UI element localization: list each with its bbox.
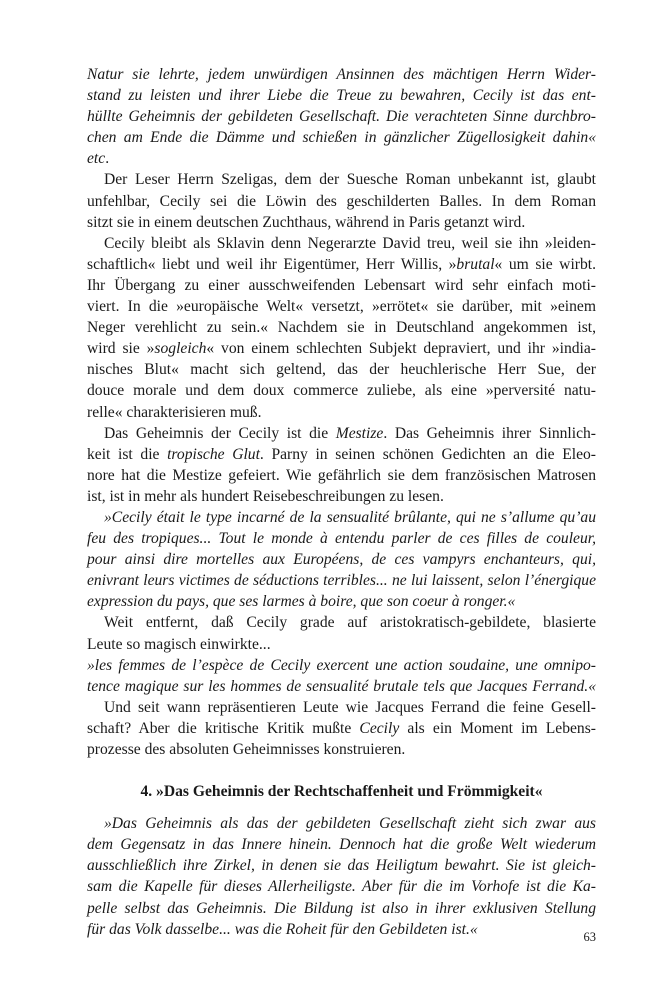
text-line: Natur sie lehrte, jedem unwürdigen Ansinnen des mächtigen Herrn Wider- bbox=[87, 66, 596, 83]
text-line: douce morale und dem doux commerce zuliebe, als eine »perversité natu- bbox=[87, 382, 596, 400]
text-line: relle« charakterisieren muß. bbox=[87, 403, 262, 421]
text-line: hüllte Geheimnis der gebildeten Gesellschaft. Die verachteten Sinne durchbro- bbox=[87, 108, 596, 126]
text-line: keit ist die tropische Glut. Parny in seinen schönen Gedichten an die Eleo- bbox=[87, 445, 596, 463]
text-line: Leute so magisch einwirkte... bbox=[87, 635, 271, 653]
text-line: Und seit wann repräsentieren Leute wie Jacques Ferrand die feine Gesell- bbox=[104, 698, 596, 716]
text-line: »Cecily était le type incarné de la sensualité brûlante, qui ne s’allume qu’au bbox=[104, 508, 596, 526]
text-line: ist, ist in mehr als hundert Reisebeschreibungen zu lesen. bbox=[87, 487, 444, 505]
quote-line: pelle selbst das Geheimnis. Die Bildung ist also in ihrer exklusiven Stellung bbox=[87, 899, 596, 917]
text-line: Ihr Übergang zu einer ausschweifenden Lebensart wird sehr einfach moti- bbox=[87, 276, 596, 294]
text-line: enivrant leurs victimes de séductions terribles... ne lui laissent, selon l’énergique bbox=[87, 572, 596, 590]
quote-line: »Das Geheimnis als das der gebildeten Gesellschaft zieht sich zwar aus bbox=[104, 815, 596, 833]
text-line: schaft? Aber die kritische Kritik mußte Cecily als ein Moment im Lebens- bbox=[87, 719, 596, 737]
quote-line: ausschließlich ihre Zirkel, in denen sie das Heiligtum bewahrt. Sie ist gleich- bbox=[87, 857, 596, 875]
text-line: Das Geheimnis der Cecily ist die Mestize. Das Geheimnis ihrer Sinnlich- bbox=[104, 424, 596, 442]
text-line: chen am Ende die Dämme und schießen in gänzlicher Zügellosigkeit dahin« bbox=[87, 129, 596, 147]
page-text bbox=[87, 64, 596, 940]
text-line: Weit entfernt, daß Cecily grade auf aristokratisch-gebildete, blasierte bbox=[104, 614, 596, 632]
body-text bbox=[87, 64, 596, 760]
quote-line: dem Gegensatz in das Innere hinein. Dennoch hat die große Welt wiederum bbox=[87, 836, 596, 854]
quote-line: für das Volk dasselbe... was die Roheit für den Gebildeten ist.« bbox=[87, 920, 478, 938]
text-line: Cecily bleibt als Sklavin denn Negerarzte David treu, weil sie ihn »leiden- bbox=[104, 234, 596, 252]
text-line: schaftlich« liebt und weil ihr Eigentümer, Herr Willis, »brutal« um sie wirbt. bbox=[87, 255, 596, 273]
text-line: »les femmes de l’espèce de Cecily exercent une action soudaine, une omnipo- bbox=[87, 656, 596, 674]
text-line: prozesse des absoluten Geheimnisses konstruieren. bbox=[87, 741, 406, 758]
text-line: wird sie »sogleich« von einem schlechten Subjekt depraviert, und ihr »india- bbox=[87, 340, 596, 358]
text-line: viert. In die »europäische Welt« versetzt, »errötet« sie darüber, mit »einem bbox=[87, 298, 596, 316]
quote-line: sam die Kapelle für dieses Allerheiligste. Aber für die im Vorhofe ist die Ka- bbox=[87, 878, 596, 896]
text-line: sitzt sie in einem deutschen Zuchthaus, während in Paris getanzt wird. bbox=[87, 213, 526, 231]
text-line: Der Leser Herrn Szeligas, dem der Suesche Roman unbekannt ist, glaubt bbox=[104, 171, 596, 189]
text-line: Neger verehlicht zu sein.« Nachdem sie in Deutschland angekommen ist, bbox=[87, 319, 596, 337]
text-line: tence magique sur les hommes de sensualité brutale tels que Jacques Ferrand.« bbox=[87, 677, 596, 695]
page-number: 63 bbox=[583, 930, 596, 944]
text-line: nisches Blut« macht sich geltend, das der heuchlerische Herr Sue, der bbox=[87, 361, 596, 379]
text-line: etc. bbox=[87, 150, 110, 168]
text-line: nore hat die Mestize gefeiert. Wie gefährlich sie dem französischen Matrosen bbox=[87, 466, 596, 484]
text-line: expression du pays, que ses larmes à boire, que son coeur à ronger.« bbox=[87, 593, 516, 611]
text-line: stand zu leisten und ihrer Liebe die Treue zu bewahren, Cecily ist das ent- bbox=[87, 87, 596, 105]
section-heading: 4. »Das Geheimnis der Rechtschaffenheit und Frömmigkeit« bbox=[140, 783, 543, 801]
text-line: pour ainsi dire mortelles aux Européens, de ces vampyrs enchanteurs, qui, bbox=[87, 551, 596, 569]
text-line: feu des tropiques... Tout le monde à entendu parler de ces filles de couleur, bbox=[87, 530, 596, 548]
block-quote bbox=[87, 813, 596, 940]
text-line: unfehlbar, Cecily sei die Löwin des geschilderten Balles. In dem Roman bbox=[87, 192, 596, 210]
